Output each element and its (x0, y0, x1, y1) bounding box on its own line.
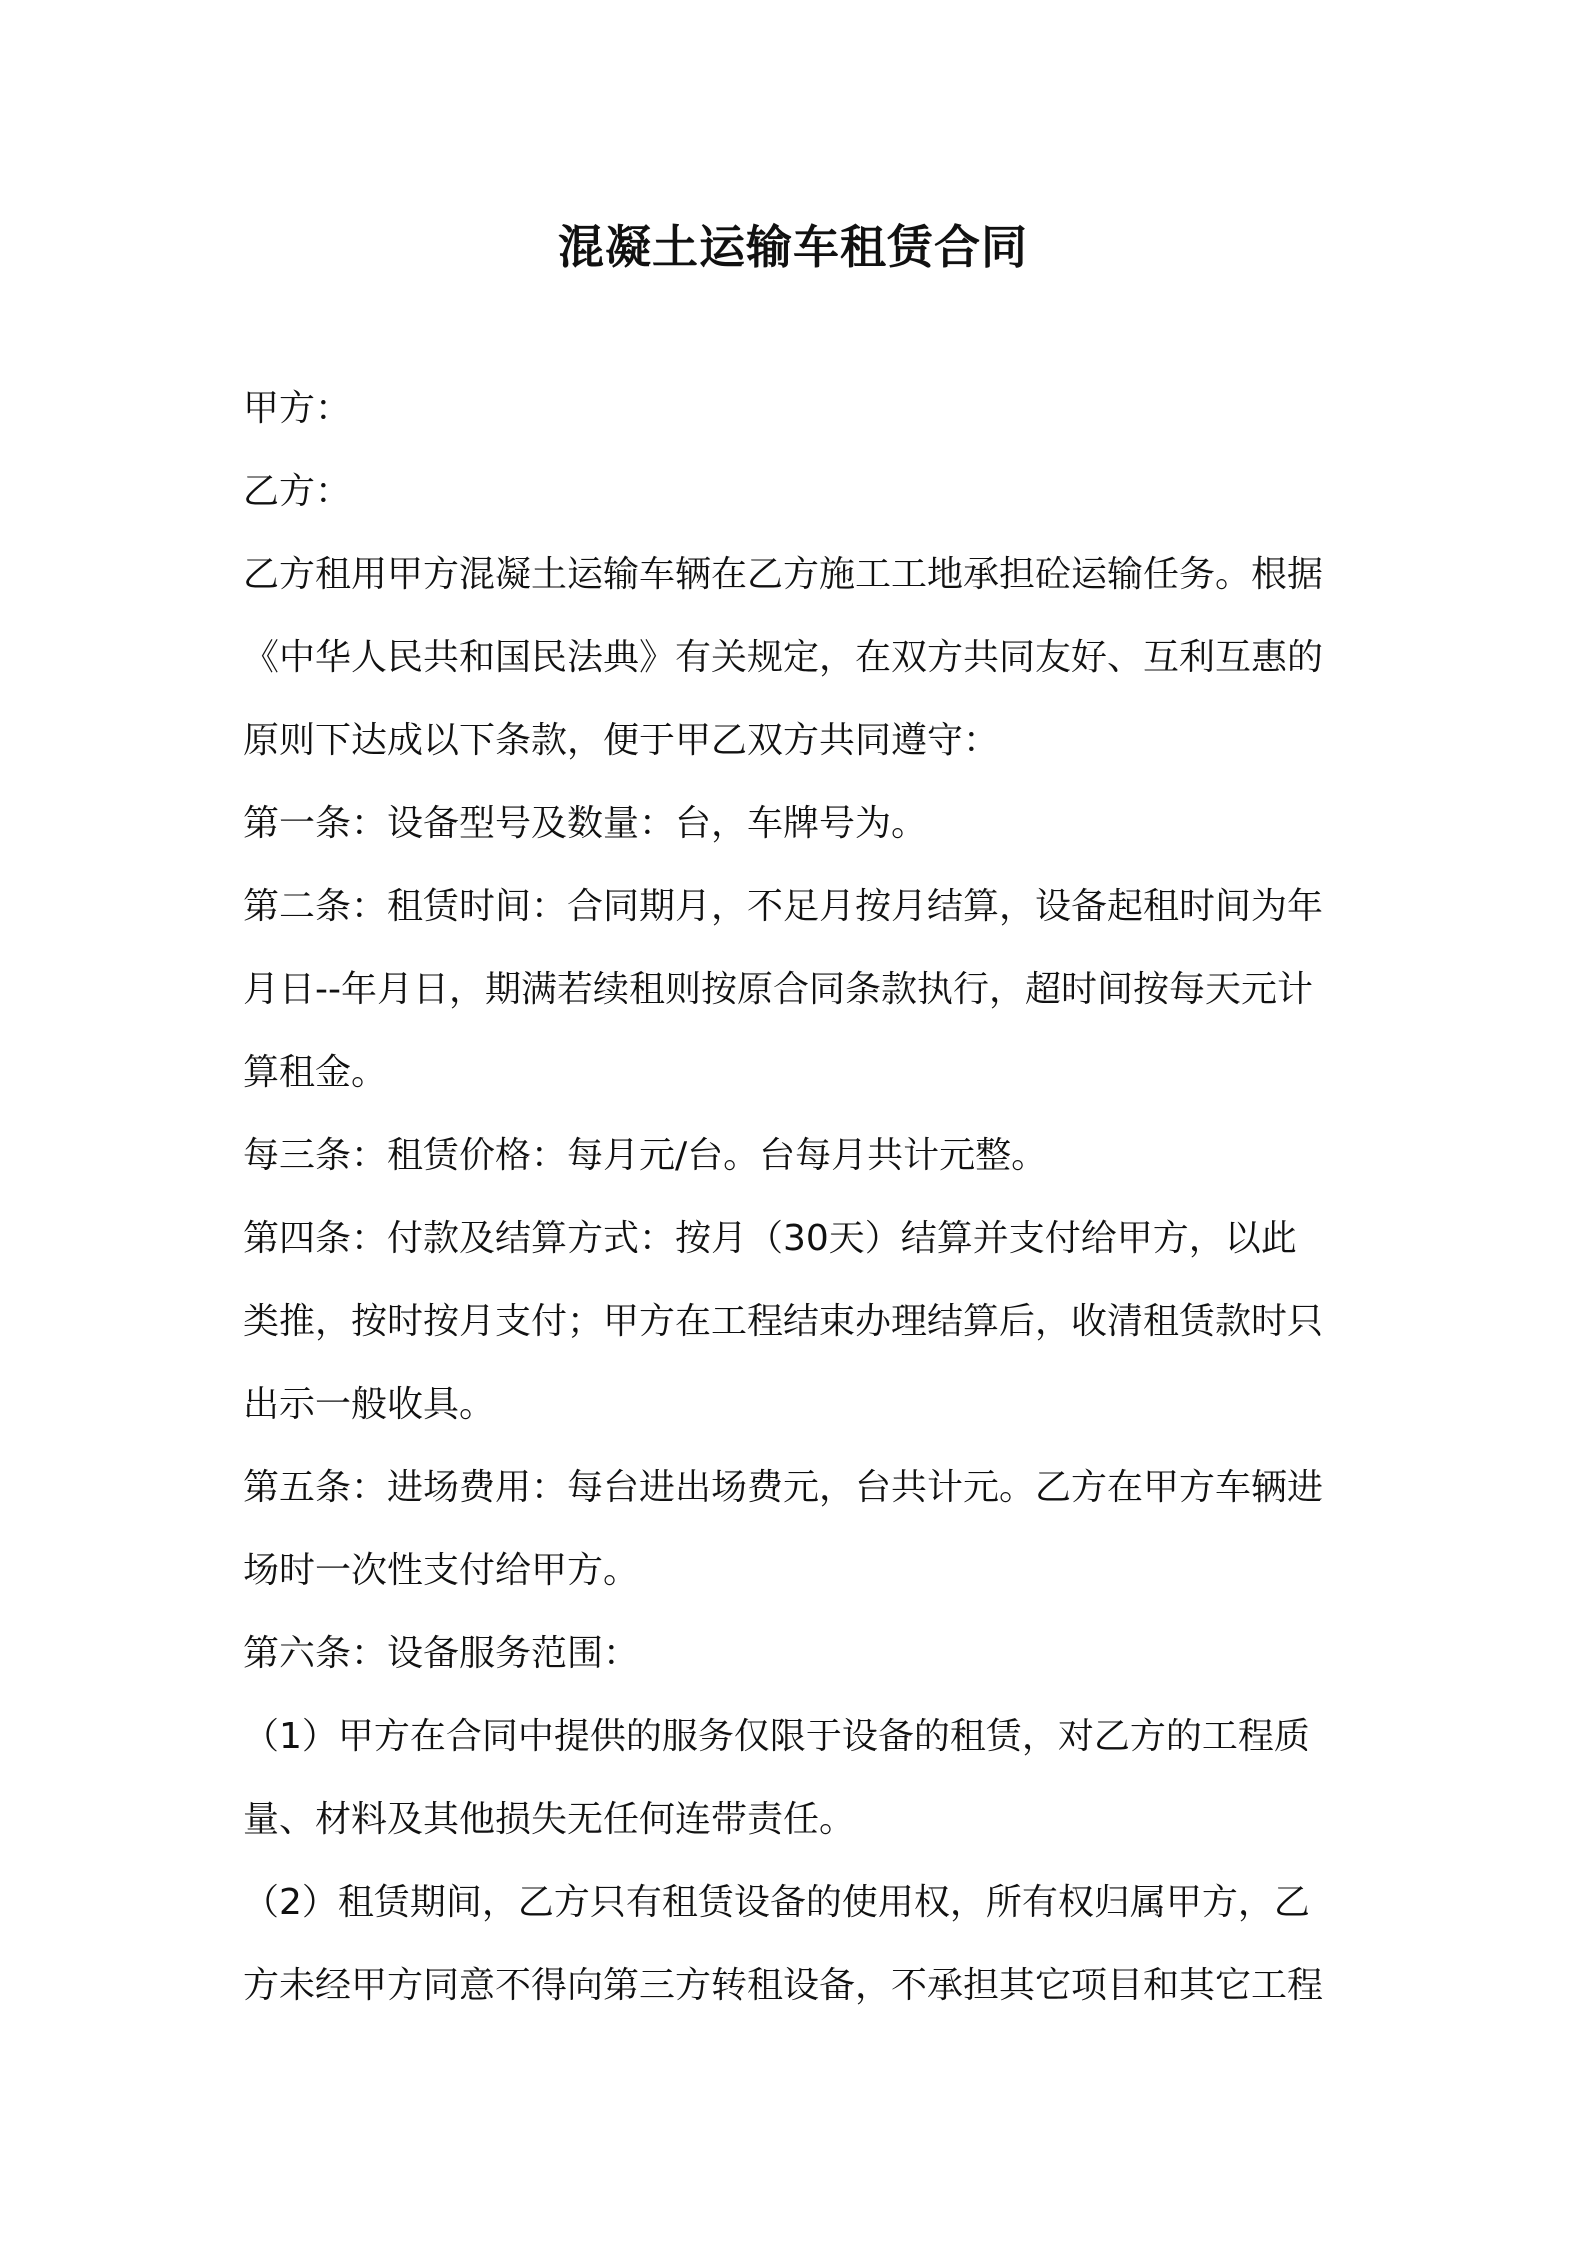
article-5-line-1: 第五条：进场费用：每台进出场费元，台共计元。乙方在甲方车辆进 (243, 1467, 1324, 1508)
article-4-line-3: 出示一般收具。 (243, 1384, 496, 1425)
article-5-line-2: 场时一次性支付给甲方。 (243, 1550, 640, 1591)
article-6-item-2-line-2: 方未经甲方同意不得向第三方转租设备，不承担其它项目和其它工程 (243, 1965, 1324, 2006)
article-4-line-2: 类推，按时按月支付；甲方在工程结束办理结算后，收清租赁款时只 (243, 1301, 1324, 1342)
preamble-line-3: 原则下达成以下条款，便于甲乙双方共同遵守： (243, 720, 1000, 761)
article-6-line-1: 第六条：设备服务范围： (243, 1633, 640, 1674)
article-3-line-1: 每三条：租赁价格：每月元/台。台每月共计元整。 (243, 1135, 1048, 1176)
article-2-line-3: 算租金。 (243, 1052, 388, 1093)
preamble-line-2: 《中华人民共和国民法典》有关规定，在双方共同友好、互利互惠的 (243, 637, 1324, 678)
party-b-line: 乙方： (243, 471, 352, 512)
party-a-line: 甲方： (243, 388, 352, 429)
article-2-line-1: 第二条：租赁时间：合同期月，不足月按月结算，设备起租时间为年 (243, 886, 1324, 927)
article-2-line-2: 月日--年月日，期满若续租则按原合同条款执行，超时间按每天元计 (243, 969, 1313, 1010)
article-6-item-1-line-2: 量、材料及其他损失无任何连带责任。 (243, 1799, 856, 1840)
article-6-item-2-line-1: （2）租赁期间，乙方只有租赁设备的使用权，所有权归属甲方，乙 (243, 1882, 1310, 1923)
document-title: 混凝土运输车租赁合同 (558, 220, 1028, 274)
article-1-line-1: 第一条：设备型号及数量：台，车牌号为。 (243, 803, 928, 844)
document-body (243, 367, 1353, 2027)
article-4-line-1: 第四条：付款及结算方式：按月（30天）结算并支付给甲方，以此 (243, 1218, 1297, 1259)
article-6-item-1-line-1: （1）甲方在合同中提供的服务仅限于设备的租赁，对乙方的工程质 (243, 1716, 1310, 1757)
preamble-line-1: 乙方租用甲方混凝土运输车辆在乙方施工工地承担砼运输任务。根据 (243, 554, 1324, 595)
